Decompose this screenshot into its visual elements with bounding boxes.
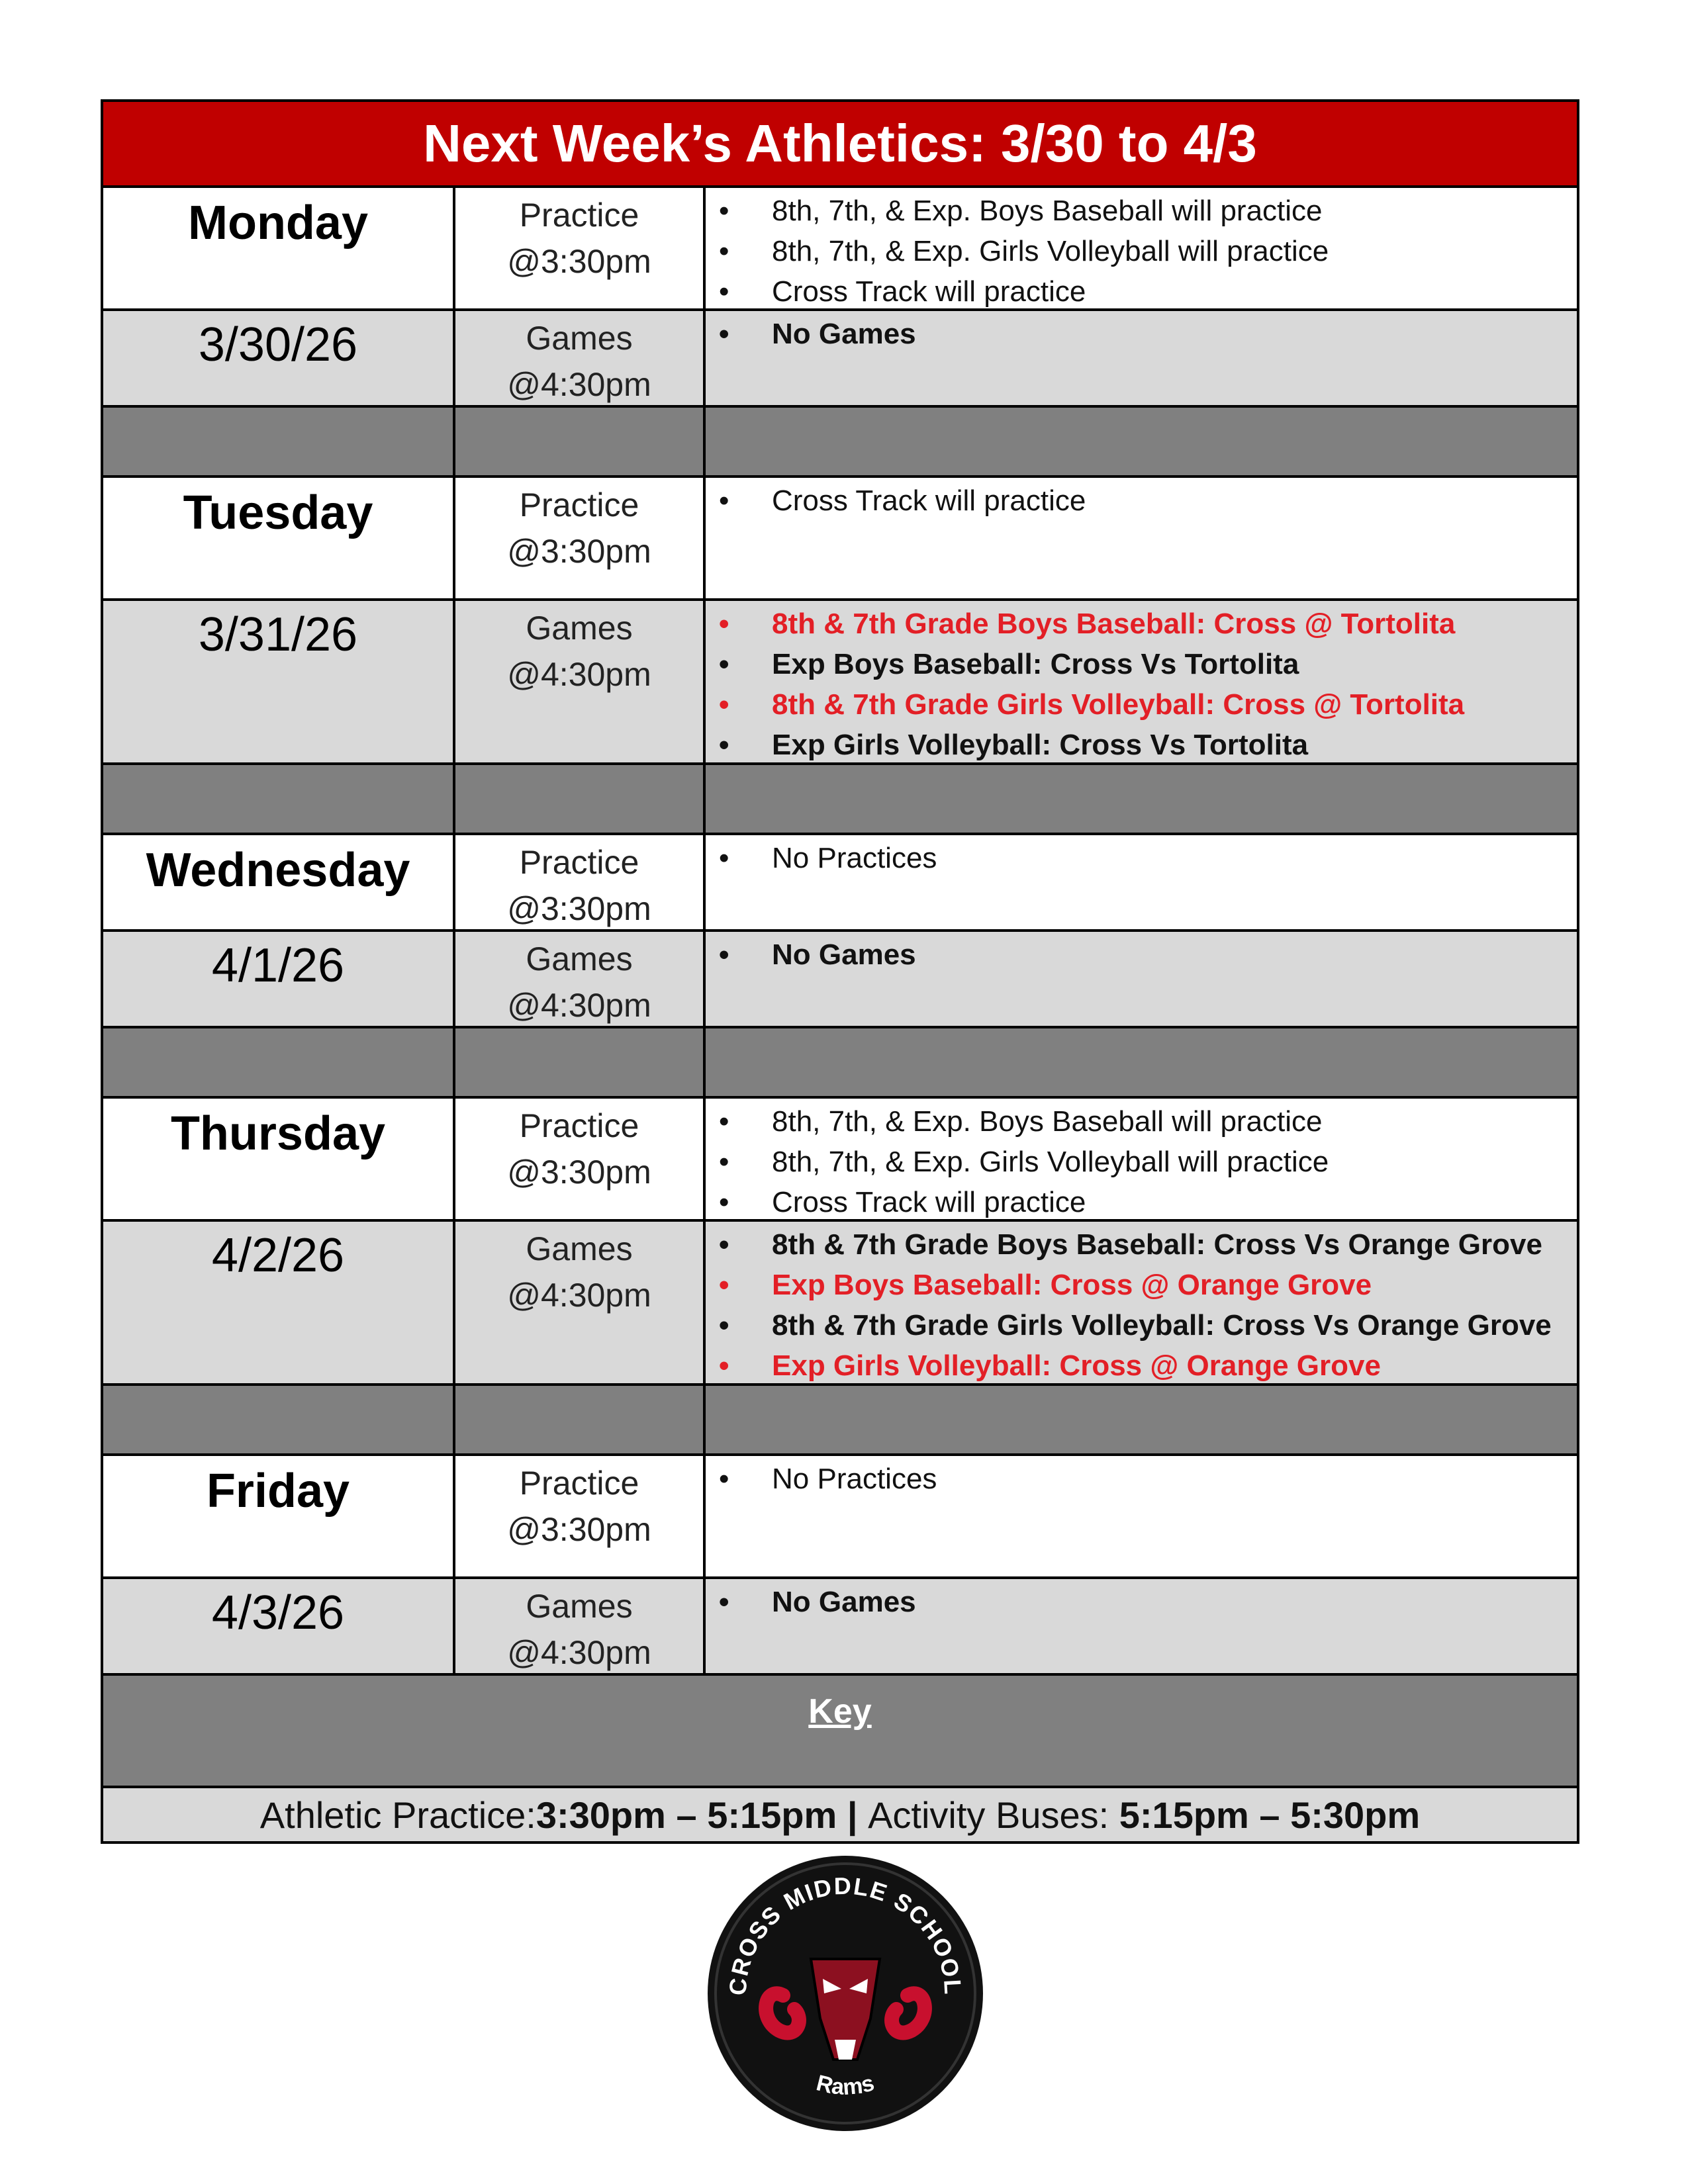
games-row-tuesday [103,601,1577,765]
list-item: • 8th & 7th Grade Boys Baseball: Cross @ Tortolita [706,604,1577,644]
day-name: Thursday [103,1099,455,1222]
games-time-cell [455,932,706,1028]
cross-rams-logo [705,1853,986,2134]
athletics-schedule-table [101,99,1579,1844]
practice-label: Practice [519,1107,639,1144]
games-time: @4:30pm [507,366,651,403]
separator-cell [706,408,1577,475]
games-details-list [706,932,1577,975]
practice-row-thursday [103,1099,1577,1222]
day-date: 4/2/26 [103,1222,455,1386]
practice-row-tuesday [103,478,1577,601]
list-item: • Exp Boys Baseball: Cross Vs Tortolita [706,644,1577,684]
day-name: Monday [103,188,455,312]
practice-row-friday [103,1456,1577,1579]
separator-row [103,765,1577,835]
practice-details [706,478,1577,598]
practice-time-cell [455,478,706,598]
practice-details [706,835,1577,932]
separator-cell [103,1028,455,1096]
separator-cell [455,408,706,475]
day-date: 4/3/26 [103,1579,455,1676]
list-item: • 8th, 7th, & Exp. Boys Baseball will practice [706,191,1577,231]
games-details [706,311,1577,408]
practice-time: @3:30pm [507,1154,651,1191]
list-item: • No Games [706,934,1577,975]
games-time: @4:30pm [507,1277,651,1314]
footer-buses-label: Activity Buses: [868,1794,1119,1836]
separator-cell [455,1386,706,1453]
list-item: • No Practices [706,1459,1577,1499]
games-time-cell [455,1579,706,1676]
list-item: • No Games [706,1582,1577,1622]
games-time-cell [455,1222,706,1386]
separator-cell [103,408,455,475]
list-item: • 8th, 7th, & Exp. Boys Baseball will practice [706,1101,1577,1142]
games-details [706,1579,1577,1676]
logo-top-text: CROSS MIDDLE SCHOOL [724,1872,967,1997]
practice-label: Practice [519,844,639,881]
key-bar [103,1676,1577,1788]
practice-time: @3:30pm [507,533,651,570]
footer-practice-label: Athletic Practice: [259,1794,536,1836]
games-label: Games [526,610,633,647]
practice-details-list [706,188,1577,312]
separator-cell [455,765,706,833]
practice-time: @3:30pm [507,243,651,280]
practice-details [706,1099,1577,1222]
games-time-cell [455,311,706,408]
practice-details-list [706,1099,1577,1222]
games-time: @4:30pm [507,1634,651,1671]
games-row-monday [103,311,1577,408]
list-item: • Exp Girls Volleyball: Cross Vs Tortolita [706,725,1577,765]
day-name: Friday [103,1456,455,1576]
games-label: Games [526,1588,633,1625]
list-item: • Cross Track will practice [706,271,1577,312]
games-details-list [706,311,1577,354]
practice-label: Practice [519,197,639,234]
separator-row [103,408,1577,478]
practice-time-cell [455,1099,706,1222]
footer-separator: | [837,1794,868,1836]
practice-time: @3:30pm [507,1511,651,1548]
separator-cell [103,1386,455,1453]
practice-time-cell [455,1456,706,1576]
footer-practice-time: 3:30pm – 5:15pm [536,1794,837,1836]
practice-time: @3:30pm [507,890,651,927]
practice-time-cell [455,835,706,932]
list-item: • 8th & 7th Grade Girls Volleyball: Cross @ Tortolita [706,684,1577,725]
list-item: • 8th, 7th, & Exp. Girls Volleyball will practice [706,231,1577,271]
page-title: Next Week’s Athletics: 3/30 to 4/3 [103,102,1577,188]
key-label: Key [808,1692,872,1731]
practice-row-monday [103,188,1577,311]
practice-time-cell [455,188,706,312]
games-details [706,601,1577,765]
day-name: Wednesday [103,835,455,932]
list-item: • No Practices [706,838,1577,878]
separator-row [103,1028,1577,1099]
list-item: • Exp Girls Volleyball: Cross @ Orange Grove [706,1345,1577,1386]
games-details [706,932,1577,1028]
separator-cell [455,1028,706,1096]
practice-details [706,188,1577,312]
separator-cell [103,765,455,833]
separator-cell [706,1386,1577,1453]
practice-details [706,1456,1577,1576]
games-label: Games [526,1230,633,1267]
day-date: 3/30/26 [103,311,455,408]
list-item: • Cross Track will practice [706,480,1577,521]
games-row-friday [103,1579,1577,1676]
separator-cell [706,765,1577,833]
practice-row-wednesday [103,835,1577,932]
practice-label: Practice [519,486,639,523]
games-details-list [706,1222,1577,1386]
list-item: • No Games [706,314,1577,354]
list-item: • 8th & 7th Grade Boys Baseball: Cross Vs Orange Grove [706,1224,1577,1265]
practice-label: Practice [519,1465,639,1502]
games-time-cell [455,601,706,765]
games-row-wednesday [103,932,1577,1028]
footer-times [103,1788,1577,1841]
games-time: @4:30pm [507,656,651,693]
list-item: • 8th & 7th Grade Girls Volleyball: Cross Vs Orange Grove [706,1305,1577,1345]
separator-row [103,1386,1577,1456]
day-date: 3/31/26 [103,601,455,765]
schedule-rows [103,188,1577,1676]
games-time: @4:30pm [507,987,651,1024]
list-item: • Exp Boys Baseball: Cross @ Orange Grove [706,1265,1577,1305]
day-date: 4/1/26 [103,932,455,1028]
games-details-list [706,601,1577,765]
games-details [706,1222,1577,1386]
practice-details-list [706,478,1577,521]
games-label: Games [526,940,633,978]
list-item: • 8th, 7th, & Exp. Girls Volleyball will practice [706,1142,1577,1182]
day-name: Tuesday [103,478,455,598]
logo-bottom-text: Rams [814,2070,877,2101]
practice-details-list [706,835,1577,878]
games-details-list [706,1579,1577,1622]
footer-buses-time: 5:15pm – 5:30pm [1119,1794,1421,1836]
separator-cell [706,1028,1577,1096]
games-label: Games [526,320,633,357]
list-item: • Cross Track will practice [706,1182,1577,1222]
games-row-thursday [103,1222,1577,1386]
practice-details-list [706,1456,1577,1499]
